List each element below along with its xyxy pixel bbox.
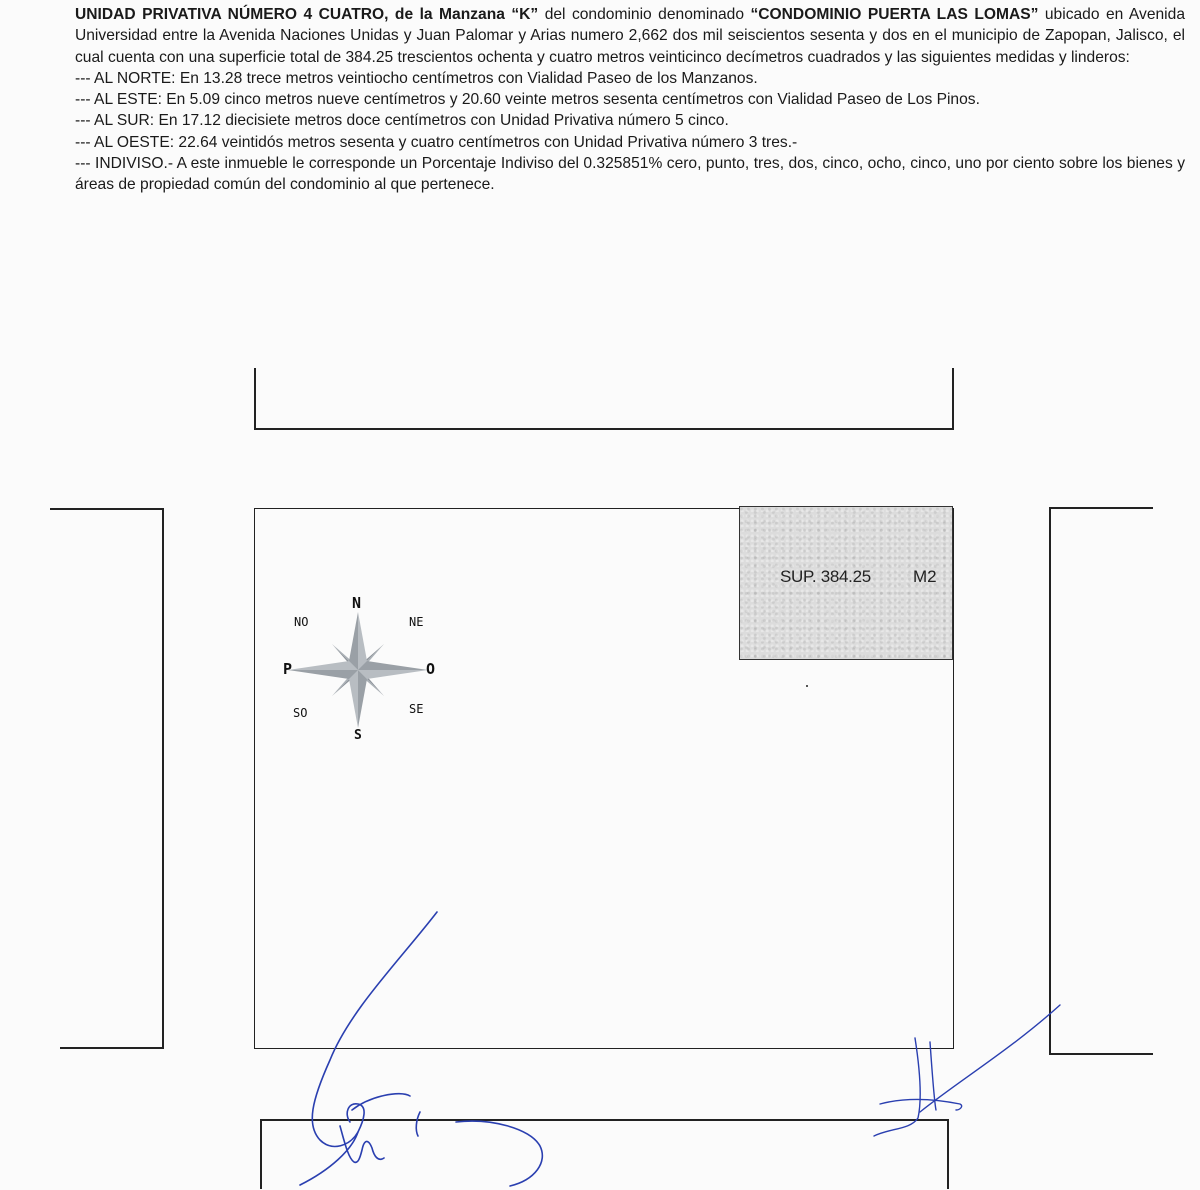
north-block-bottom-edge <box>254 428 954 430</box>
west-block-top-edge <box>50 508 163 510</box>
unit-description-paragraph <box>75 4 1185 68</box>
boundary-east: --- AL ESTE: En 5.09 cinco metros nueve centímetros y 20.60 veinte metros sesenta centímetros con Vialidad Paseo de Los Pinos. <box>75 91 980 109</box>
boundary-north: --- AL NORTE: En 13.28 trece metros veintiocho centímetros con Vialidad Paseo de los Manzanos. <box>75 69 758 87</box>
compass-sw-label: SO <box>293 706 308 720</box>
unit-heading: UNIDAD PRIVATIVA NÚMERO 4 CUATRO, de la Manzana “K” <box>75 6 539 23</box>
compass-north-label: N <box>352 594 362 612</box>
compass-south-label: S <box>354 728 362 743</box>
compass-east-label: O <box>426 660 436 678</box>
compass-se-label: SE <box>409 702 424 716</box>
deed-text <box>75 4 1185 196</box>
east-block-top-edge <box>1049 507 1153 509</box>
north-block-left-edge <box>254 368 256 430</box>
west-block-right-edge <box>162 508 164 1049</box>
boundary-south: --- AL SUR: En 17.12 diecisiete metros doce centímetros con Unidad Privativa número 5 cinco. <box>75 112 729 130</box>
condominium-name: “CONDOMINIO PUERTA LAS LOMAS” <box>750 6 1039 23</box>
plan-dot <box>806 685 808 687</box>
west-block-bottom-edge <box>60 1047 163 1049</box>
signature-left <box>240 900 600 1190</box>
unit-desc-part2: ubicado en Avenida Universidad entre la Avenida Naciones Unidas y Juan Palomar y Arias numero 2,662 dos mil seiscientos sesenta y dos en el municipio de Zapopan, Jalisco, el cual cuenta con una superficie total de 384.25 trescientos ochenta y cuatro metros veinticinco decímetros cuadrados y las siguientes medidas y linderos: <box>75 6 1185 66</box>
north-block-right-edge <box>952 368 954 430</box>
boundary-west: --- AL OESTE: 22.64 veintidós metros sesenta y cuatro centímetros con Unidad Privativa número 3 tres.- <box>75 133 798 151</box>
compass-west-label: P <box>283 660 293 678</box>
compass-ne-label: NE <box>409 615 424 629</box>
surface-unit: M2 <box>913 567 937 586</box>
indiviso-paragraph: --- INDIVISO.- A este inmueble le corresponde un Porcentaje Indiviso del 0.325851% cero, punto, tres, dos, cinco, ocho, cinco, uno por ciento sobre los bienes y áreas de propiedad común del condominio al que pertenece. <box>75 155 1185 194</box>
compass-nw-label: NO <box>294 615 309 629</box>
unit-desc-part1: del condominio denominado <box>538 6 751 23</box>
east-block-left-edge <box>1049 507 1051 1054</box>
signature-right <box>860 1000 1100 1140</box>
surface-label: SUP. 384.25 <box>780 567 871 586</box>
